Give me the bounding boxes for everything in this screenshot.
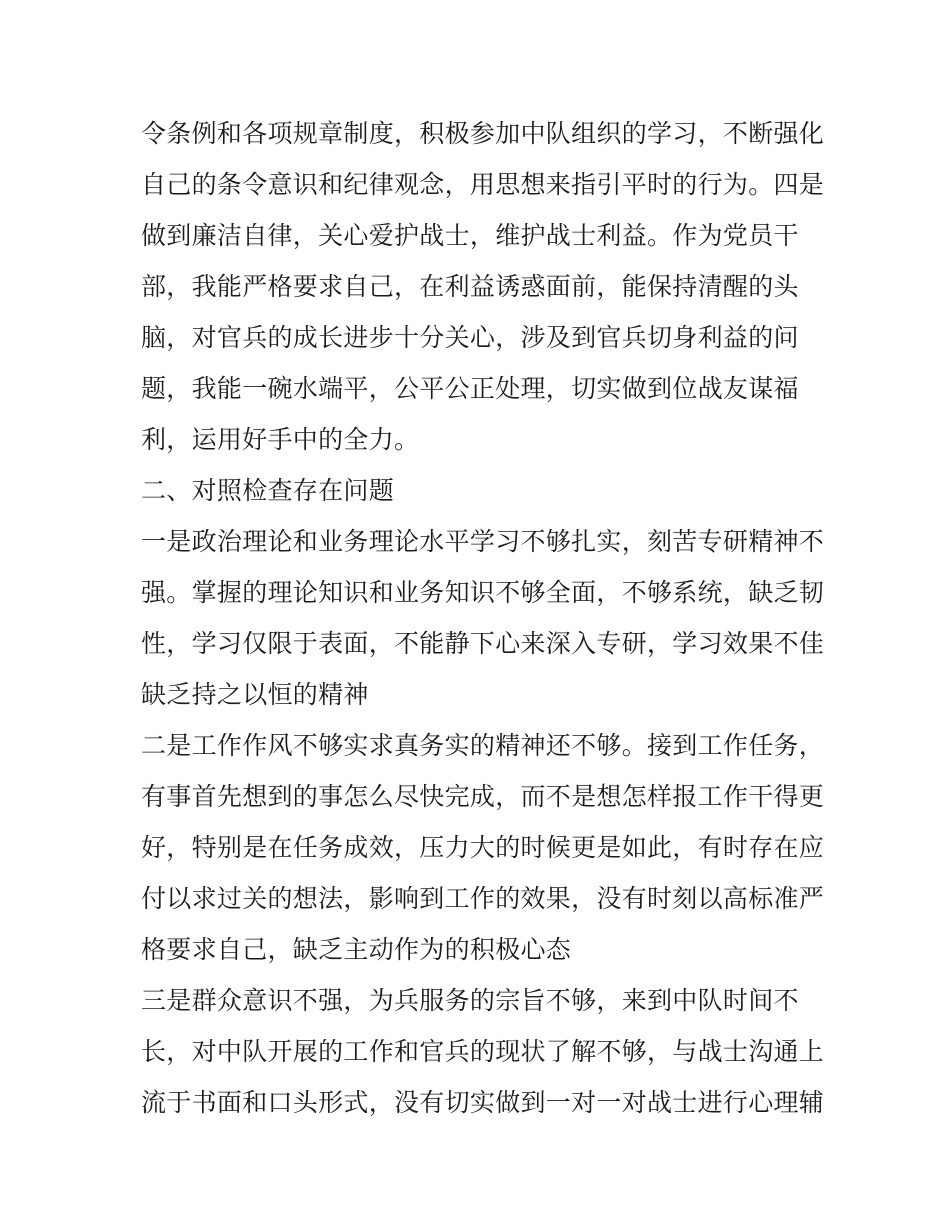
text-line: 部，我能严格要求自己，在利益诱惑面前，能保持清醒的头 (141, 272, 799, 301)
text-line: 流于书面和口头形式，没有切实做到一对一对战士进行心理辅 (141, 1088, 825, 1117)
text-line: 付以求过关的想法，影响到工作的效果，没有时刻以高标准严 (141, 884, 825, 913)
section-heading: 二、对照检查存在问题 (141, 476, 395, 505)
text-line: 有事首先想到的事怎么尽快完成，而不是想怎样报工作干得更 (141, 782, 825, 811)
text-line: 性，学习仅限于表面，不能静下心来深入专研，学习效果不佳 (141, 629, 825, 658)
text-line: 好，特别是在任务成效，压力大的时候更是如此，有时存在应 (141, 833, 825, 862)
text-line: 做到廉洁自律，关心爱护战士，维护战士利益。作为党员干 (141, 221, 799, 250)
text-line: 缺乏持之以恒的精神 (141, 680, 369, 709)
text-line: 一是政治理论和业务理论水平学习不够扎实，刻苦专研精神不 (141, 527, 825, 556)
text-line: 令条例和各项规章制度，积极参加中队组织的学习，不断强化 (141, 119, 825, 148)
text-line: 强。掌握的理论知识和业务知识不够全面，不够系统，缺乏韧 (141, 578, 825, 607)
text-line: 脑，对官兵的成长进步十分关心，涉及到官兵切身利益的问 (141, 323, 799, 352)
text-line: 三是群众意识不强，为兵服务的宗旨不够，来到中队时间不 (141, 986, 799, 1015)
text-line: 二是工作作风不够实求真务实的精神还不够。接到工作任务， (141, 731, 825, 760)
text-line: 格要求自己，缺乏主动作为的积极心态 (141, 935, 572, 964)
text-line: 长，对中队开展的工作和官兵的现状了解不够，与战士沟通上 (141, 1037, 825, 1066)
text-line: 题，我能一碗水端平，公平公正处理，切实做到位战友谋福 (141, 374, 799, 403)
text-line: 自己的条令意识和纪律观念，用思想来指引平时的行为。四是 (141, 170, 825, 199)
document-body (141, 108, 825, 1128)
text-line: 利，运用好手中的全力。 (141, 425, 420, 454)
